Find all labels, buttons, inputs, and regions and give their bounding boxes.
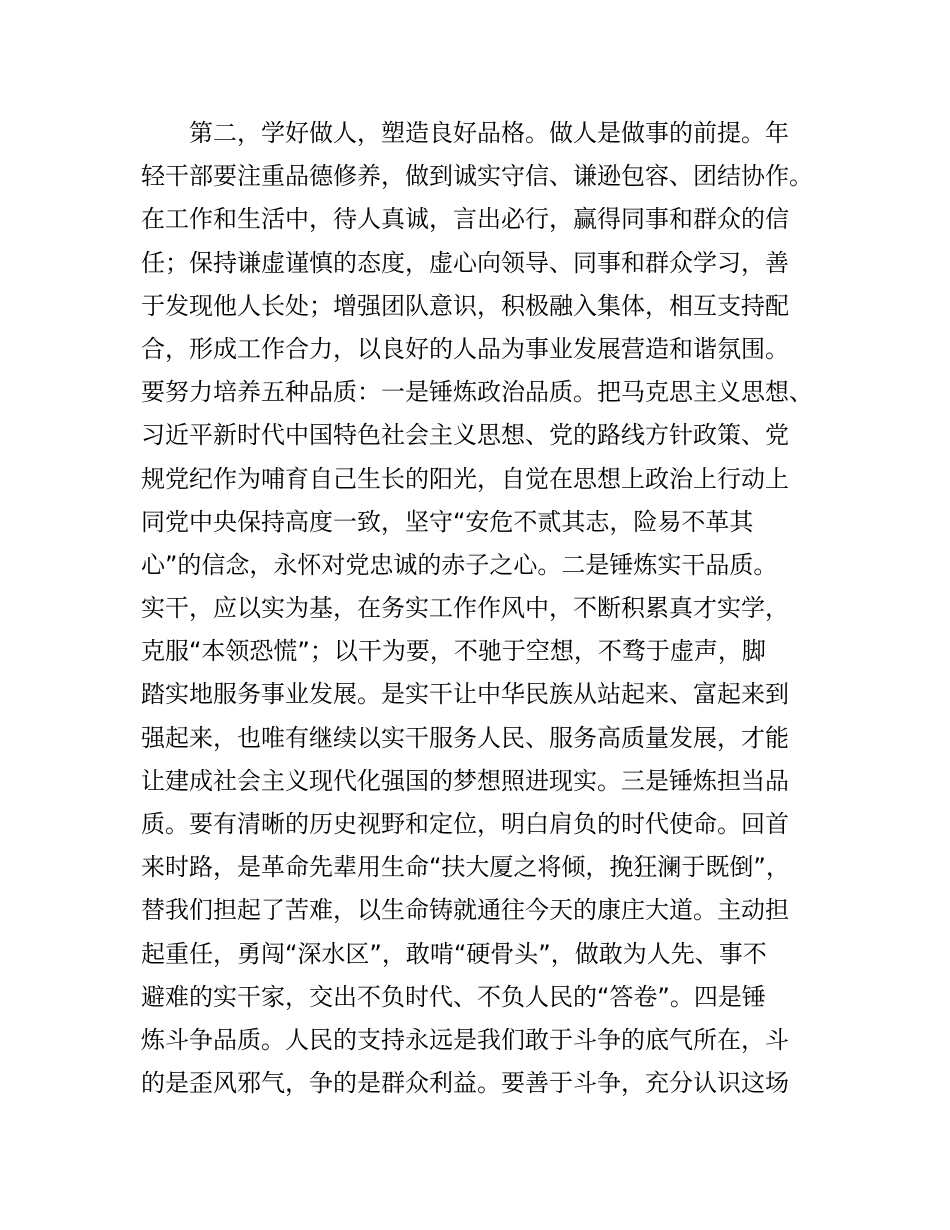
text-line: 习近平新时代中国特色社会主义思想、党的路线方针政策、党: [141, 421, 789, 450]
text-line: 强起来，也唯有继续以实干服务人民、服务高质量发展，才能: [141, 723, 789, 752]
text-line: 任；保持谦虚谨慎的态度，虚心向领导、同事和群众学习，善: [141, 248, 789, 277]
text-line: 踏实地服务事业发展。是实干让中华民族从站起来、富起来到: [141, 680, 789, 709]
text-line: 于发现他人长处；增强团队意识，积极融入集体，相互支持配: [141, 291, 789, 320]
text-line: 合，形成工作合力，以良好的人品为事业发展营造和谐氛围。: [141, 334, 789, 363]
text-line: 避难的实干家，交出不负时代、不负人民的“答卷”。四是锤: [141, 982, 766, 1011]
document-paragraph: [141, 112, 841, 1105]
text-line: 质。要有清晰的历史视野和定位，明白肩负的时代使命。回首: [141, 810, 789, 838]
text-line: 实干，应以实为基，在务实工作作风中，不断积累真才实学，: [141, 594, 789, 623]
text-line: 在工作和生活中，待人真诚，言出必行，赢得同事和群众的信: [141, 205, 789, 234]
text-line: 炼斗争品质。人民的支持永远是我们敢于斗争的底气所在，斗: [141, 1025, 789, 1054]
text-line: 同党中央保持高度一致，坚守“安危不贰其志，险易不革其: [141, 507, 754, 536]
text-line: 要努力培养五种品质：一是锤炼政治品质。把马克思主义思想、: [141, 378, 813, 407]
text-line: 心”的信念，永怀对党忠诚的赤子之心。二是锤炼实干品质。: [141, 550, 778, 579]
text-line: 的是歪风邪气，争的是群众利益。要善于斗争，充分认识这场: [141, 1069, 789, 1098]
text-line: 来时路，是革命先辈用生命“扶大厦之将倾，挽狂澜于既倒”，: [141, 853, 790, 882]
text-line: 轻干部要注重品德修养，做到诚实守信、谦逊包容、团结协作。: [141, 162, 813, 191]
text-line: 规党纪作为哺育自己生长的阳光，自觉在思想上政治上行动上: [141, 464, 789, 493]
text-line: 起重任，勇闯“深水区”，敢啃“硬骨头”，做敢为人先、事不: [141, 939, 767, 968]
text-line: 第二，学好做人，塑造良好品格。做人是做事的前提。年: [189, 119, 789, 147]
text-line: 替我们担起了苦难，以生命铸就通往今天的康庄大道。主动担: [141, 896, 789, 925]
text-line: 让建成社会主义现代化强国的梦想照进现实。三是锤炼担当品: [141, 766, 789, 795]
text-line: 克服“本领恐慌”；以干为要，不驰于空想，不骛于虚声，脚: [141, 637, 766, 666]
